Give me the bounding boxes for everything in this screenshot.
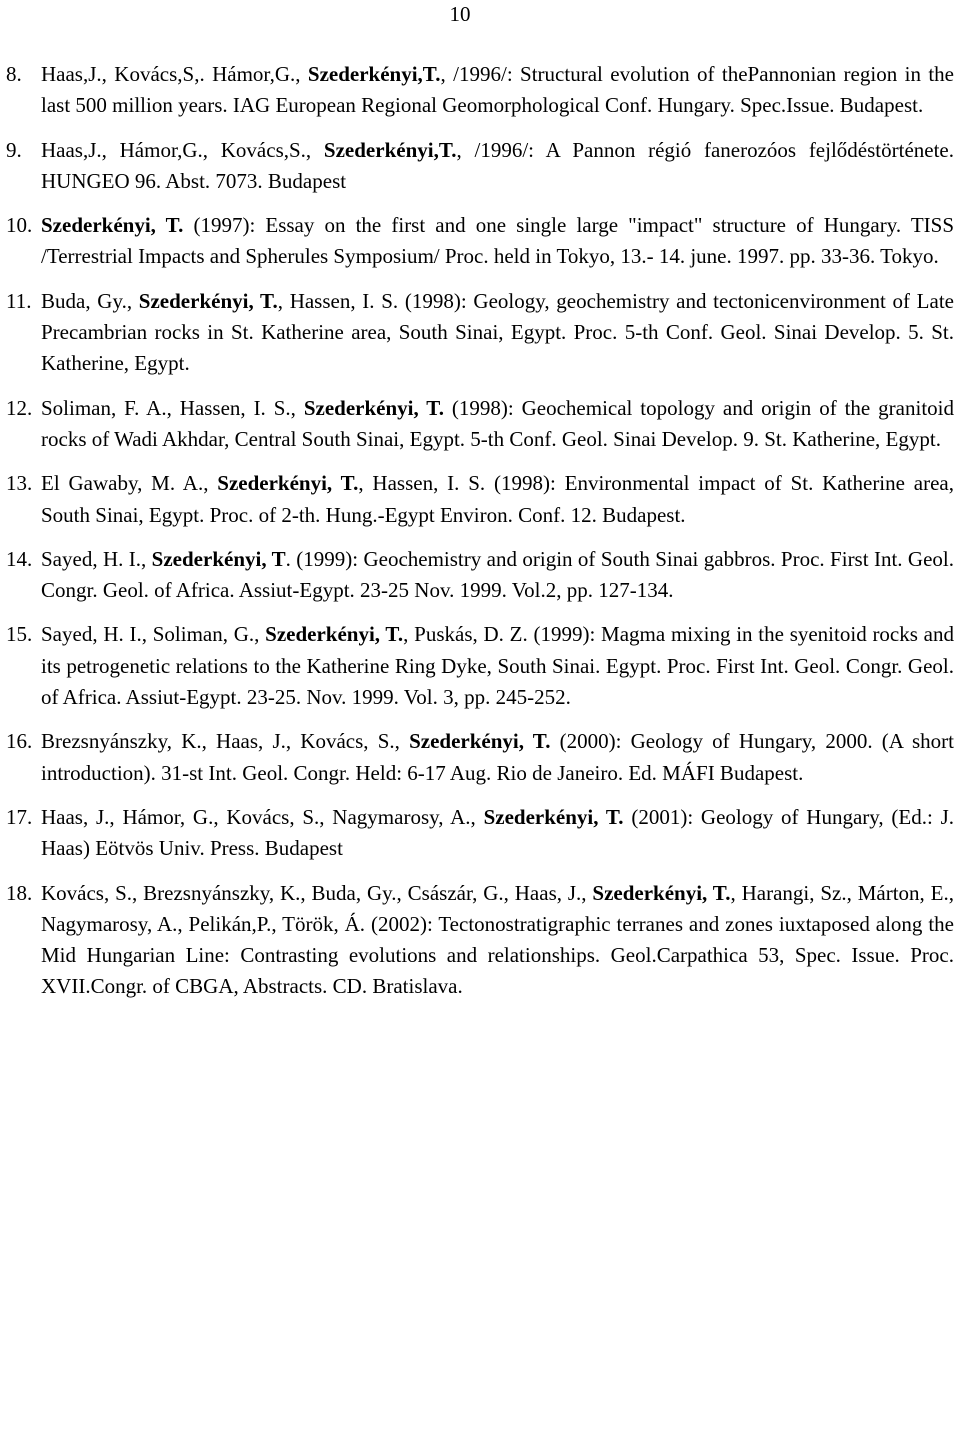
reference-text-segment: El Gawaby, M. A., (41, 471, 218, 496)
reference-text (41, 468, 954, 531)
reference-text-segment: Kovács, S., Brezsnyánszky, K., Buda, Gy., Császár, G., Haas, J., (41, 880, 593, 905)
reference-number: 8. (6, 62, 22, 86)
reference-number: 18. (6, 880, 33, 905)
page-number: 10 (449, 2, 471, 26)
reference-entry (6, 468, 954, 531)
author-highlight: Szederkényi, T. (483, 804, 624, 829)
reference-text-segment: . (1999): Geochemistry and origin of South Sinai gabbros. Proc. First Int. Geol. Congr. Geol. of Africa. Assiut-Egypt. 23-25 Nov. 1999. Vol.2, pp. 127-134. (41, 546, 954, 603)
reference-text (41, 802, 954, 865)
reference-text-segment: , /1996/: A Pannon régió fanerozóos fejlődéstörténete. HUNGEO 96. Abst. 7073. Budapest (41, 137, 955, 193)
reference-entry (6, 726, 954, 789)
reference-entry (6, 878, 954, 1003)
reference-text-segment: Brezsnyánszky, K., Haas, J., Kovács, S., (41, 729, 410, 754)
reference-number: 17. (6, 804, 33, 829)
reference-text (41, 59, 954, 122)
author-highlight: Szederkényi,T. (307, 62, 441, 86)
reference-entry (6, 393, 954, 456)
reference-text (41, 726, 954, 789)
reference-entry (6, 210, 954, 273)
reference-number: 11. (6, 288, 32, 313)
reference-text-segment: Sayed, H. I., (41, 546, 152, 571)
reference-number: 9. (6, 137, 22, 162)
reference-number: 15. (6, 622, 33, 647)
author-highlight: Szederkényi, T. (592, 880, 731, 905)
reference-text (41, 544, 954, 607)
author-highlight: Szederkényi, T. (303, 395, 444, 420)
reference-text-segment: (1998): Geochemical topology and origin of the granitoid rocks of Wadi Akhdar, Central South Sinai, Egypt. 5-th Conf. Geol. Sinai Develop. 9. St. Katherine, Egypt. (41, 395, 954, 451)
reference-text-segment: Haas,J., Kovács,S,. Hámor,G., (41, 62, 308, 86)
author-highlight: Szederkényi, T (151, 546, 286, 571)
reference-text (41, 619, 954, 713)
reference-text-segment: , Hassen, I. S. (1998): Environmental impact of St. Katherine area, South Sinai, Egypt. Proc. of 2-th. Hung.-Egypt Environ. Conf. 12. Budapest. (41, 471, 954, 527)
author-highlight: Szederkényi, T. (265, 622, 404, 647)
reference-number: 12. (6, 395, 33, 420)
reference-text-segment: Buda, Gy., (41, 288, 139, 313)
reference-number: 14. (6, 546, 33, 571)
reference-number: 16. (6, 729, 33, 754)
reference-list (6, 59, 954, 1003)
author-highlight: Szederkényi, T. (41, 213, 184, 238)
reference-text-segment: (1997): Essay on the first and one single large "impact" structure of Hungary. TISS /Terrestrial Impacts and Spherules Symposium/ Proc. held in Tokyo, 13.- 14. june. 1997. pp. 33-36. Tokyo. (41, 213, 954, 269)
reference-text-segment: Soliman, F. A., Hassen, I. S., (41, 395, 304, 420)
reference-text (41, 286, 954, 380)
reference-entry (6, 59, 954, 122)
reference-text-segment: Sayed, H. I., Soliman, G., (41, 622, 266, 647)
reference-entry (6, 802, 954, 865)
reference-entry (6, 619, 954, 713)
author-highlight: Szederkényi, T. (409, 729, 551, 754)
reference-entry (6, 286, 954, 380)
reference-number: 10. (6, 213, 33, 238)
reference-text-segment: Haas, J., Hámor, G., Kovács, S., Nagymarosy, A., (41, 804, 484, 829)
author-highlight: Szederkényi, T. (138, 288, 278, 313)
reference-text (41, 393, 954, 456)
reference-text (41, 210, 954, 273)
author-highlight: Szederkényi,T. (323, 137, 457, 162)
reference-number: 13. (6, 471, 33, 496)
reference-text-segment: , Puskás, D. Z. (1999): Magma mixing in the syenitoid rocks and its petrogenetic relations to the Katherine Ring Dyke, South Sinai. Egypt. Proc. First Int. Geol. Congr. Geol. of Africa. Assiut-Egypt. 23-25. Nov. 1999. Vol. 3, pp. 245-252. (41, 622, 954, 710)
reference-text-segment: (2001): Geology of Hungary, (Ed.: J. Haas) Eötvös Univ. Press. Budapest (41, 804, 955, 861)
reference-entry (6, 544, 954, 607)
reference-text (41, 878, 954, 1003)
reference-text-segment: Haas,J., Hámor,G., Kovács,S., (41, 137, 324, 162)
reference-text-segment: , /1996/: Structural evolution of thePannonian region in the last 500 million years. IAG European Regional Geomorphological Conf. Hungary. Spec.Issue. Budapest. (41, 62, 954, 118)
reference-entry (6, 135, 954, 198)
reference-text-segment: , Hassen, I. S. (1998): Geology, geochemistry and tectonicenvironment of Late Precambrian rocks in St. Katherine area, South Sinai, Egypt. Proc. 5-th Conf. Geol. Sinai Develop. 5. St. Katherine, Egypt. (41, 288, 954, 376)
author-highlight: Szederkényi, T. (217, 471, 359, 496)
reference-text-segment: , Harangi, Sz., Márton, E., Nagymarosy, A., Pelikán,P., Török, Á. (2002): Tectonostratigraphic terranes and zones iuxtaposed along the Mid Hungarian Line: Contrasting evolutions and relationships. Geol.Carpathica 53, Spec. Issue. Proc. XVII.Congr. of CBGA, Abstracts. CD. Bratislava. (41, 880, 954, 999)
reference-text-segment: (2000): Geology of Hungary, 2000. (A short introduction). 31-st Int. Geol. Congr. Held: 6-17 Aug. Rio de Janeiro. Ed. MÁFI Budapest. (41, 729, 954, 785)
reference-text (41, 135, 954, 198)
